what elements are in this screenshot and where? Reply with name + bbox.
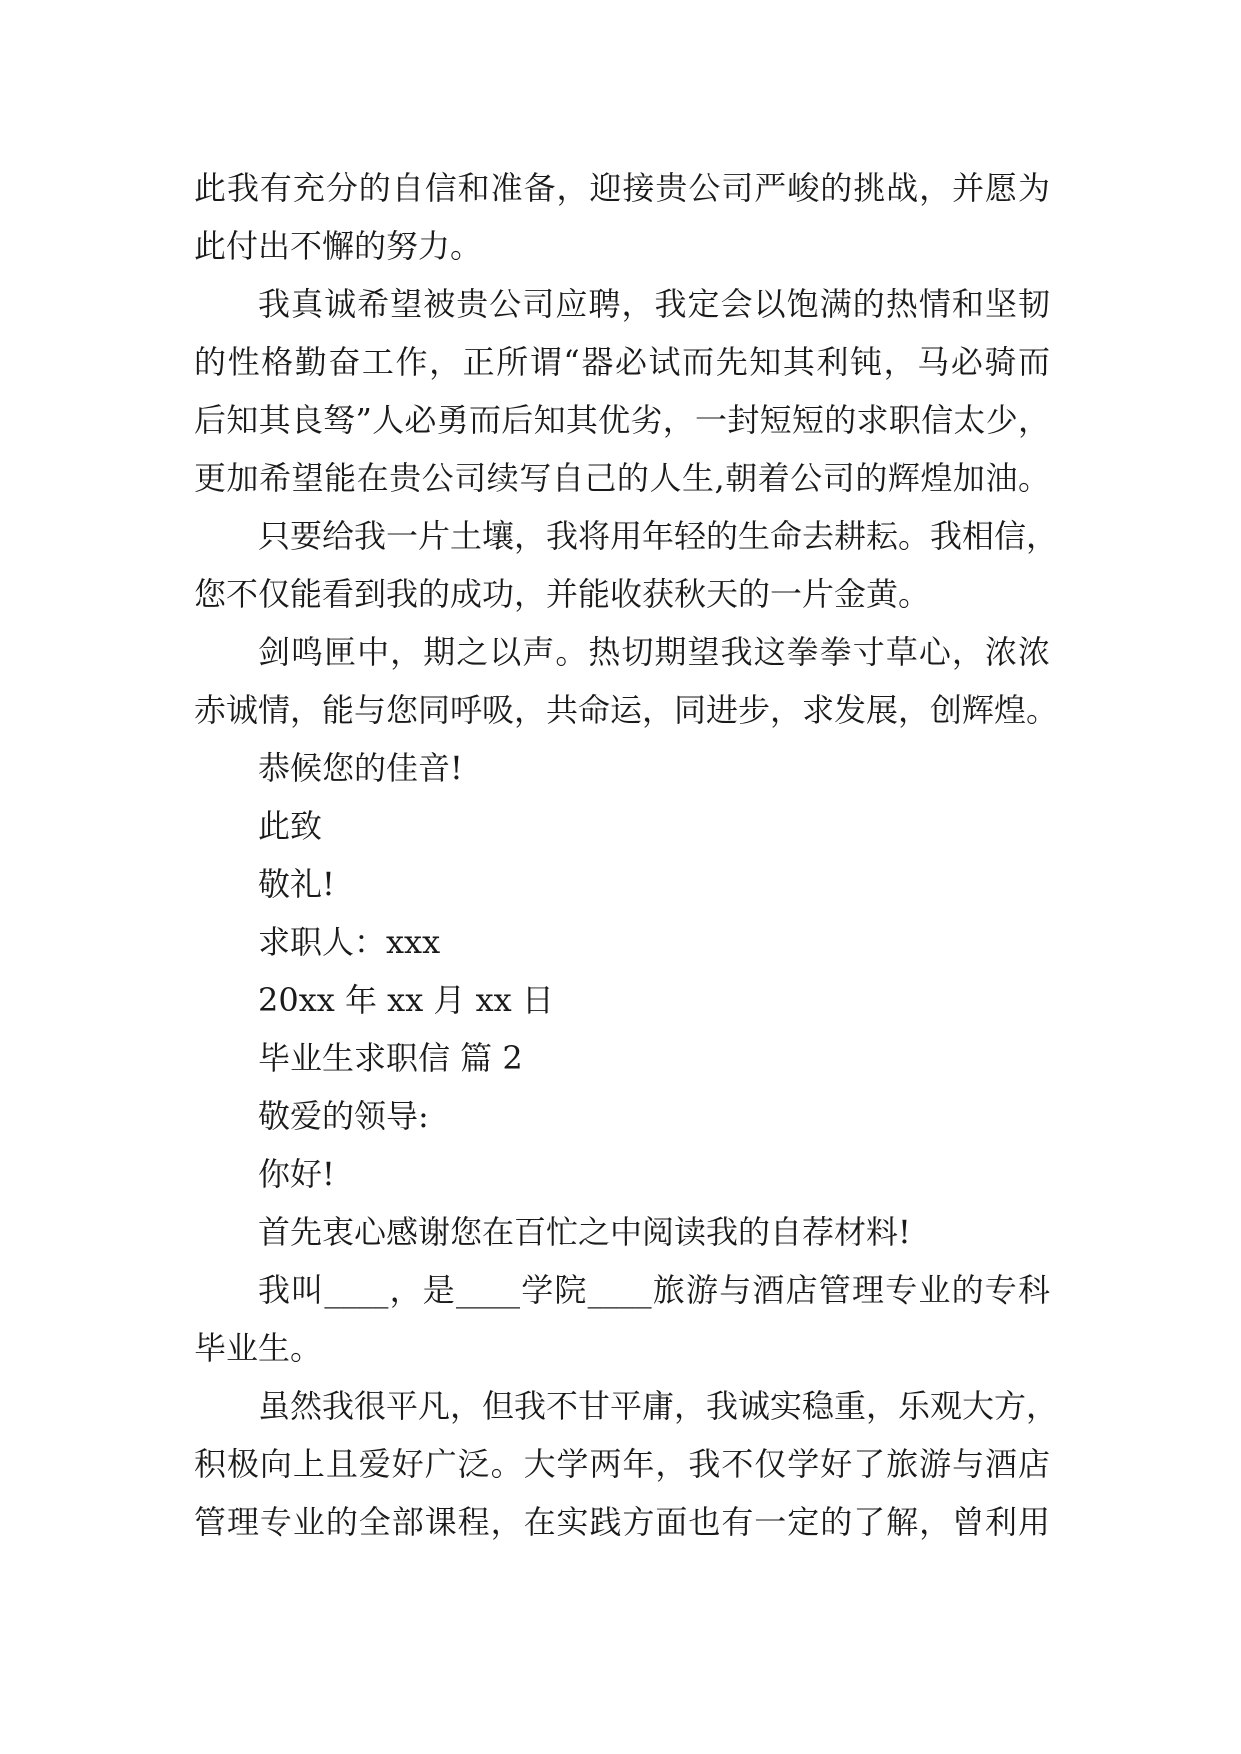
paragraph-line: 我叫____，是____学院____旅游与酒店管理专业的专科	[258, 1271, 1050, 1309]
date-line: 20xx 年 xx 月 xx 日	[258, 981, 554, 1019]
paragraph-line: 此我有充分的自信和准备，迎接贵公司严峻的挑战，并愿为	[194, 169, 1050, 207]
paragraph-line: 毕业生。	[194, 1329, 323, 1367]
paragraph-line: 首先衷心感谢您在百忙之中阅读我的自荐材料!	[258, 1213, 911, 1251]
paragraph-line: 此付出不懈的努力。	[194, 227, 483, 265]
paragraph-line: 您不仅能看到我的成功，并能收获秋天的一片金黄。	[194, 575, 931, 613]
greeting-line: 你好!	[258, 1155, 335, 1193]
section-heading: 毕业生求职信 篇 2	[258, 1039, 523, 1077]
paragraph-line: 管理专业的全部课程，在实践方面也有一定的了解，曾利用	[194, 1503, 1050, 1541]
greeting-line: 敬爱的领导:	[258, 1097, 429, 1135]
paragraph-line: 虽然我很平凡，但我不甘平庸，我诚实稳重，乐观大方，	[258, 1387, 1059, 1425]
closing-line: 恭候您的佳音!	[258, 749, 463, 787]
paragraph-line: 后知其良驽”人必勇而后知其优劣，一封短短的求职信太少，	[194, 401, 1050, 439]
salutation-line: 此致	[258, 807, 323, 845]
paragraph-line: 更加希望能在贵公司续写自己的人生,朝着公司的辉煌加油。	[194, 459, 1050, 497]
paragraph-line: 我真诚希望被贵公司应聘，我定会以饱满的热情和坚韧	[258, 285, 1050, 323]
paragraph-line: 赤诚情，能与您同呼吸，共命运，同进步，求发展，创辉煌。	[194, 691, 1059, 729]
paragraph-line: 积极向上且爱好广泛。大学两年，我不仅学好了旅游与酒店	[194, 1445, 1050, 1483]
salutation-line: 敬礼!	[258, 865, 335, 903]
signature-line: 求职人：xxx	[258, 923, 441, 961]
paragraph-line: 剑鸣匣中，期之以声。热切期望我这拳拳寸草心，浓浓	[258, 633, 1050, 671]
paragraph-line: 只要给我一片土壤，我将用年轻的生命去耕耘。我相信，	[258, 517, 1059, 555]
paragraph-line: 的性格勤奋工作，正所谓“器必试而先知其利钝，马必骑而	[194, 343, 1050, 381]
